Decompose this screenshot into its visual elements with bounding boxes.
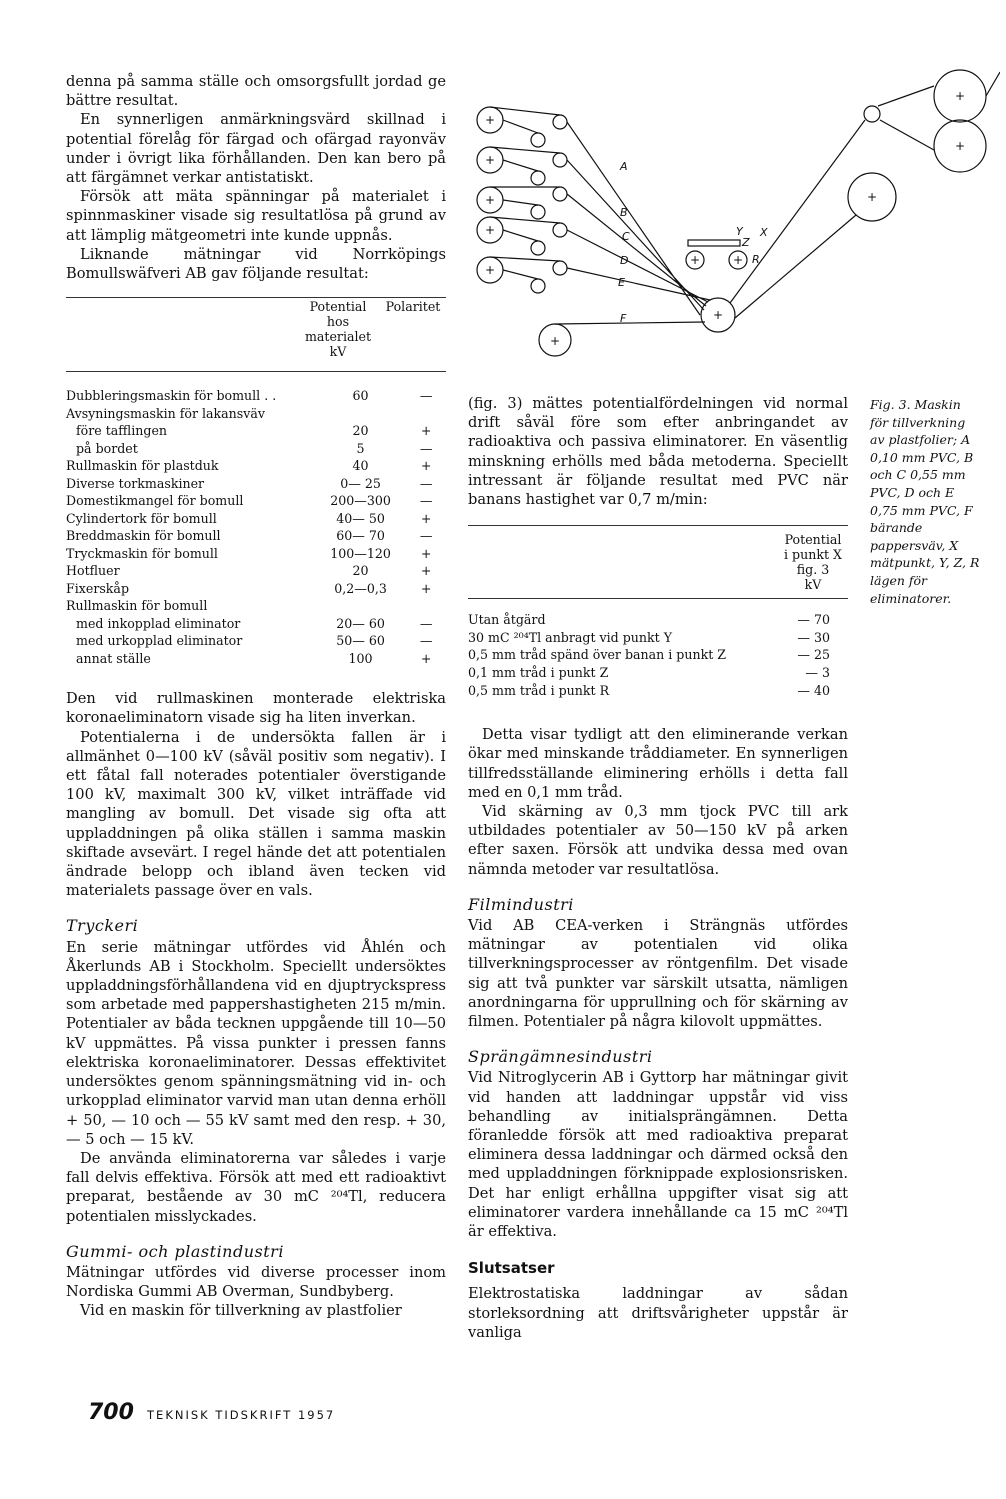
table2-row <box>468 664 830 682</box>
table2-row-label: 0,1 mm tråd i punkt Z <box>468 665 609 680</box>
page-footer <box>88 1400 335 1425</box>
table1-row-value: 100 <box>348 650 373 666</box>
plus-sign: + <box>484 153 496 167</box>
table1-row-label: Tryckmaskin för bomull <box>66 545 218 561</box>
left-column <box>66 72 446 1321</box>
table1-row-label: på bordet <box>76 440 138 456</box>
table1-row-value: 20— 60 <box>336 615 385 631</box>
table1-row-polarity: — <box>419 388 433 404</box>
figure-3-machine-diagram <box>460 60 1000 380</box>
section-heading-gummi: Gummi- och plastindustri <box>66 1241 284 1261</box>
table2-row-value: — 30 <box>797 629 830 645</box>
label-E: E <box>618 276 625 289</box>
section-heading-filmindustri: Filmindustri <box>468 894 574 914</box>
table1-row <box>66 492 446 510</box>
plus-sign: + <box>484 223 496 237</box>
table1-row-label: med urkopplad eliminator <box>76 633 243 649</box>
figure-caption: Fig. 3. Maskin för tillverkning av plastfolier; A 0,10 mm PVC, B och C 0,55 mm PVC, D och E 0,75 mm PVC, F bärande pappersväv, X mätpunkt, Y, Z, R lägen för eliminatorer. <box>870 397 980 606</box>
table1-row <box>66 457 446 475</box>
table2-row-value: — 25 <box>797 647 830 663</box>
paragraph: Vid skärning av 0,3 mm tjock PVC till ark utbildades potentialer av 50—150 kV på arken efter saxen. Försök att undvika dessa med ovan nämnda metoder var resultatlösa. <box>468 803 848 878</box>
table1-row-polarity: + <box>420 510 432 526</box>
table2-row <box>468 629 830 647</box>
plus-sign: + <box>689 253 701 267</box>
table1-row-polarity: + <box>420 545 432 561</box>
paragraph: Detta visar tydligt att den eliminerande verkan ökar med minskande tråddiameter. En synnerligen tillfredsställande eliminering erhölls i detta fall med en 0,1 mm tråd. <box>468 726 848 801</box>
label-Z: Z <box>742 236 750 249</box>
table1-row-polarity: + <box>420 458 432 474</box>
table1-row-polarity <box>406 405 446 423</box>
table1-row-value: 60— 70 <box>336 528 385 544</box>
table1-row-polarity: + <box>420 580 432 596</box>
plus-sign: + <box>549 334 561 348</box>
paragraph: Mätningar utfördes vid diverse processer inom Nordiska Gummi AB Overman, Sundbyberg. <box>66 1263 446 1301</box>
table1-row-value: 100—120 <box>330 545 391 561</box>
table1-row <box>66 632 446 650</box>
paragraph: Vid en maskin för tillverkning av plastfolier <box>80 1302 402 1320</box>
paragraph: Elektrostatiska laddningar av sådan storleksordning att driftsvårigheter uppstår är vanliga <box>468 1285 848 1341</box>
table1-row <box>66 545 446 563</box>
table1-row <box>66 615 446 633</box>
paragraph: En synnerligen anmärkningsvärd skillnad i potential förelåg för färgad och ofärgad rayonväv under i övrigt lika förhållanden. Den kan bero på att färgämnet verkar antistatiskt. <box>66 111 446 187</box>
table1-row <box>66 527 446 545</box>
table1 <box>66 387 446 667</box>
table1-row-polarity <box>406 597 446 615</box>
journal-name: TEKNISK TIDSKRIFT 1957 <box>147 1408 336 1422</box>
label-X: X <box>760 226 768 239</box>
page-number: 700 <box>88 1400 134 1425</box>
table1-row-label: Diverse torkmaskiner <box>66 475 205 491</box>
table1-row <box>66 440 446 458</box>
table1-row-label: före tafflingen <box>76 423 168 439</box>
paragraph: Liknande mätningar vid Norrköpings Bomullswäfveri AB gav följande resultat: <box>66 245 446 283</box>
table1-row-polarity: — <box>419 615 433 631</box>
label-F: F <box>620 312 627 325</box>
table1-row-value: 5 <box>356 440 365 456</box>
paragraph: denna på samma ställe och omsorgsfullt jordad ge bättre resultat. <box>66 73 446 110</box>
paragraph: En serie mätningar utfördes vid Åhlén och Åkerlunds AB i Stockholm. Speciellt undersöktes uppladdningsförhållandena vid en djuptryckspress som arbetade med pappershastigheten 215 m/min. Potentialer av båda tecknen uppgående till 10—50 kV uppmättes. På vissa punkter i pressen fanns elektriska koronaeliminatorer. Dessas effektivitet undersöktes genom spänningsmätning vid in- och urkopplad eliminator varvid man utan denna erhöll + 50, — 10 och — 55 kV samt med den resp. + 30, — 5 och — 15 kV. <box>66 938 446 1148</box>
table1-row-value: 60 <box>352 388 369 404</box>
paragraph: De använda eliminatorerna var således i varje fall delvis effektiva. Försök att med ett radioaktivt preparat, bestående av 30 mC ²⁰⁴Tl, reducera potentialen misslyckades. <box>66 1149 446 1225</box>
table2-row-label: Utan åtgärd <box>468 612 546 628</box>
label-Y: Y <box>736 225 743 238</box>
table1-row-value: 20 <box>352 423 369 439</box>
table1-col-potential: Potential <box>309 299 367 315</box>
table1-row-polarity: + <box>420 423 432 439</box>
table1-row <box>66 405 446 423</box>
table2-row-value: — 70 <box>797 612 830 628</box>
paragraph: Försök att mäta spänningar på materialet i spinnmaskiner visade sig resultatlösa på grund av att lämplig mätgeometri inte kunde uppnås. <box>66 188 446 244</box>
table1-row-label: annat ställe <box>76 650 151 666</box>
table1-row <box>66 650 446 668</box>
paragraph: Den vid rullmaskinen monterade elektriska koronaeliminatorn visade sig ha liten inverkan. <box>66 690 446 727</box>
plus-sign: + <box>954 89 966 103</box>
table1-row-label: Hotfluer <box>66 563 120 579</box>
table2-row-label: 0,5 mm tråd spänd över banan i punkt Z <box>468 647 727 663</box>
table2-row-value: — 40 <box>797 682 830 698</box>
plus-sign: + <box>954 139 966 153</box>
paragraph: (fig. 3) mättes potentialfördelningen vid normal drift såväl före som efter anbringandet av radioaktiva och passiva eliminatorer. En väsentlig minskning erhölls med båda metoderna. Speciellt intressant är följande resultat med PVC när banans hastighet var 0,7 m/min: <box>468 395 848 509</box>
label-C: C <box>622 230 630 243</box>
right-column: (fig. 3) mättes potentialfördelningen vid normal drift såväl före som efter anbringandet av radioaktiva och passiva eliminatorer. En väsentlig minskning erhölls med båda metoderna. Speciellt intressant är följande resultat med PVC när banans hastighet var 0,7 m/min: Potential i punkt X fig. 3 kV Utan åtgärd — 70 30 mC ²⁰⁴Tl anbragt vid punkt Y — 30 0,5 mm tråd spänd över banan i punkt Z — 25 0,1 mm tråd i punkt Z — 3 0,5 mm tråd i punkt R — 40 Detta visar tydligt att den eliminerande verkan ökar med minskande tråddiameter. En synnerligen tillfredsställande eliminering erhölls i detta fall med en 0,1 mm tråd. Vid skärning av 0,3 mm tjock PVC till ark utbildades potentialer av 50—150 kV på arken efter saxen. Försök att undvika dessa med ovan nämnda metoder var resultatlösa. Filmindustri Vid AB CEA-verken i Strängnäs utfördes mätningar av potentialen vid olika tillverkningsprocesser av röntgenfilm. Det visade sig att två punkter var särskilt utsatta, nämligen anordningarna för upprullning och för skärning av filmen. Potentialer på några kilovolt uppmättes. Sprängämnesindustri Vid Nitroglycerin AB i Gyttorp har mätningar givit vid handen att laddningar uppstår vid viss behandling av initialsprängämnen. Detta föranledde försök att med radioaktiva preparat eliminera dessa laddningar och därmed också den med uppladdningen förknippade explosionsrisken. Det har enligt erhållna uppgifter visat sig att eliminatorer vardera innehållande ca 15 mC ²⁰⁴Tl är effektiva. Slutsatser Elektrostatiska laddningar av sådan storleksordning att driftsvårigheter uppstår är vanliga <box>468 394 848 1342</box>
section-heading-slutsatser: Slutsatser <box>468 1259 555 1278</box>
table1-row <box>66 475 446 493</box>
table1-row-value <box>315 597 406 615</box>
label-B: B <box>620 206 628 219</box>
table2-row <box>468 611 830 629</box>
table1-row-polarity: + <box>420 650 432 666</box>
section-heading-sprangamnesindustri: Sprängämnesindustri <box>468 1047 653 1067</box>
table1-row <box>66 562 446 580</box>
table1-row-label: Dubbleringsmaskin för bomull . . <box>66 388 277 404</box>
plus-sign: + <box>484 113 496 127</box>
table2-row-label: 0,5 mm tråd i punkt R <box>468 682 610 698</box>
table1-row-value: 0,2—0,3 <box>334 580 387 596</box>
table1-col-polarity: Polaritet <box>385 299 441 315</box>
label-R: R <box>752 253 760 266</box>
table2-row-label: 30 mC ²⁰⁴Tl anbragt vid punkt Y <box>468 629 673 645</box>
table1-row-value: 50— 60 <box>336 633 385 649</box>
table1-row-value: 200—300 <box>330 493 391 509</box>
table1-row-polarity: — <box>419 475 433 491</box>
table1-header: Potential hos materialet kV Polaritet <box>66 297 446 373</box>
table1-row-label: Avsyningsmaskin för lakansväv <box>66 405 265 421</box>
table1-row-value <box>315 405 406 423</box>
plus-sign: + <box>712 308 724 322</box>
table1-row-polarity: — <box>419 440 433 456</box>
paragraph: Potentialerna i de undersökta fallen är i allmänhet 0—100 kV (såväl positiv som negativ). I ett fåtal fall noterades potentialer överstigande 100 kV, maximalt 300 kV, vilket inträffade vid mangling av bomull. Det visade sig ofta att uppladdningen på olika ställen i samma maskin skiftade avsevärt. I regel hände det att potentialen ändrade belopp och ibland även tecken vid materialets passage över en vals. <box>66 728 446 900</box>
paragraph: Vid AB CEA-verken i Strängnäs utfördes mätningar av potentialen vid olika tillverkningsprocesser av röntgenfilm. Det visade sig att två punkter var särskilt utsatta, nämligen anordningarna för upprullning och för skärning av filmen. Potentialer på några kilovolt uppmättes. <box>468 917 848 1031</box>
table1-row <box>66 422 446 440</box>
table1-row-label: Fixerskåp <box>66 580 130 596</box>
table1-row-value: 20 <box>352 563 369 579</box>
table1-row-label: Rullmaskin för bomull <box>66 598 208 614</box>
table2 <box>468 611 830 699</box>
table1-row-label: med inkopplad eliminator <box>76 615 241 631</box>
table1-row-polarity: — <box>419 633 433 649</box>
plus-sign: + <box>732 253 744 267</box>
section-heading-tryckeri: Tryckeri <box>66 916 139 936</box>
table1-row <box>66 387 446 405</box>
table2-row-value: — 3 <box>805 665 830 680</box>
table2-row <box>468 646 830 664</box>
table1-row-value: 40— 50 <box>336 510 385 526</box>
table1-row-polarity: — <box>419 528 433 544</box>
table1-row-label: Domestikmangel för bomull <box>66 493 244 509</box>
table1-row-polarity: — <box>419 493 433 509</box>
label-D: D <box>620 254 629 267</box>
table1-row-label: Breddmaskin för bomull <box>66 528 221 544</box>
table1-row-label: Rullmaskin för plastduk <box>66 458 219 474</box>
plus-sign: + <box>484 193 496 207</box>
plus-sign: + <box>484 263 496 277</box>
table1-row-polarity: + <box>420 563 432 579</box>
table2-row <box>468 682 830 700</box>
label-A: A <box>620 160 628 173</box>
table1-row <box>66 510 446 528</box>
table1-row-label: Cylindertork för bomull <box>66 510 217 526</box>
table1-row-value: 0— 25 <box>340 475 381 491</box>
table2-header: Potential <box>784 532 842 548</box>
table1-row <box>66 597 446 615</box>
table1-row-value: 40 <box>352 458 369 474</box>
table1-row <box>66 580 446 598</box>
paragraph: Vid Nitroglycerin AB i Gyttorp har mätningar givit vid handen att laddningar uppstår vid viss behandling av initialsprängämnen. Detta föranledde försök att med radioaktiva preparat eliminera dessa laddningar och därmed också den med uppladdningen förknippade explosionsrisken. Det har enligt erhållna uppgifter visat sig att eliminatorer vardera innehållande ca 15 mC ²⁰⁴Tl är effektiva. <box>468 1069 848 1241</box>
plus-sign: + <box>866 190 878 204</box>
